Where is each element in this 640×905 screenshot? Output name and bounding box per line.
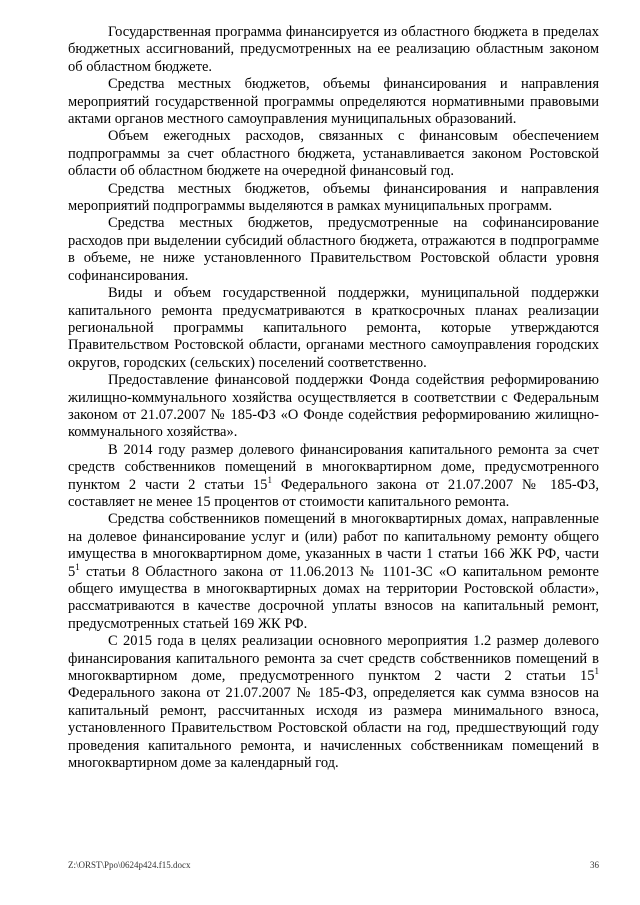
paragraph	[68, 633, 599, 772]
paragraph: Государственная программа финансируется из областного бюджета в пределах бюджетных ассигнований, предусмотренных на ее реализацию областным законом об областном бюджете.	[68, 24, 599, 75]
paragraph	[68, 511, 599, 633]
paragraph-text: С 2015 года в целях реализации основного мероприятия 1.2 размер долевого финансирования капитального ремонта за счет средств собственников помещений в многоквартирном доме, предусмотренного пунктом 2 части 2 статьи 15	[68, 633, 599, 685]
paragraph-text: Федерального закона от 21.07.2007 № 185-ФЗ, определяется как сумма взносов на капитальный ремонт, рассчитанных исходя из размера минимального взноса, установленного Правительством Ростовской области на год, предшествующий году проведения капитального ремонта, и начисленных собственникам помещений в многоквартирном доме за календарный год.	[68, 685, 599, 772]
file-path: Z:\ORST\Ppo\0624p424.f15.docx	[68, 860, 191, 870]
superscript: 1	[594, 666, 599, 677]
paragraph-text: Средства собственников помещений в многоквартирных домах, направленные на долевое финансирование услуг и (или) работ по капитальному ремонту общего имущества в многоквартирном доме, указанных в части 1 статьи 166 ЖК РФ, части 5	[68, 511, 599, 580]
page-number: 36	[590, 860, 599, 870]
paragraph: Средства местных бюджетов, объемы финансирования и направления мероприятий государственной программы определяются нормативными правовыми актами органов местного самоуправления муниципальных образований.	[68, 76, 599, 128]
paragraph-text: Федерального закона от 21.07.2007 № 185-ФЗ, составляет не менее 15 процентов от стоимости капитального ремонта.	[68, 476, 599, 510]
paragraph: Объем ежегодных расходов, связанных с финансовым обеспечением подпрограммы за счет областного бюджета, устанавливается законом Ростовской области об областном бюджете на очередной финансовый год.	[68, 128, 599, 180]
paragraph: Предоставление финансовой поддержки Фонда содействия реформированию жилищно-коммунального хозяйства осуществляется в соответствии с Федеральным законом от 21.07.2007 № 185-ФЗ «О Фонде содействия реформированию жилищно-коммунального хозяйства».	[68, 372, 599, 441]
document-body	[68, 24, 599, 772]
superscript: 1	[267, 474, 272, 485]
paragraph-text: статьи 8 Областного закона от 11.06.2013 № 1101-ЗС «О капитальном ремонте общего имущества в многоквартирных домах на территории Ростовской области», рассматриваются в качестве досрочной уплаты взносов на капитальный ремонт, предусмотренных статьей 169 ЖК РФ.	[68, 563, 599, 632]
paragraph: Средства местных бюджетов, предусмотренные на софинансирование расходов при выделении субсидий областного бюджета, отражаются в подпрограмме в объеме, не ниже установленного Правительством Ростовской области уровня софинансирования.	[68, 215, 599, 284]
paragraph	[68, 442, 599, 512]
paragraph: Средства местных бюджетов, объемы финансирования и направления мероприятий подпрограммы выделяются в рамках муниципальных программ.	[68, 180, 599, 215]
paragraph-text: В 2014 году размер долевого финансирования капитального ремонта за счет средств собственников помещений в многоквартирном доме, предусмотренного пунктом 2 части 2 статьи 15	[68, 441, 599, 493]
superscript: 1	[75, 561, 80, 572]
paragraph: Виды и объем государственной поддержки, муниципальной поддержки капитального ремонта предусматриваются в краткосрочных планах реализации региональной программы капитального ремонта, которые утверждаются Правительством Ростовской области, органами местного самоуправления городских округов, городских (сельских) поселений соответственно.	[68, 285, 599, 371]
